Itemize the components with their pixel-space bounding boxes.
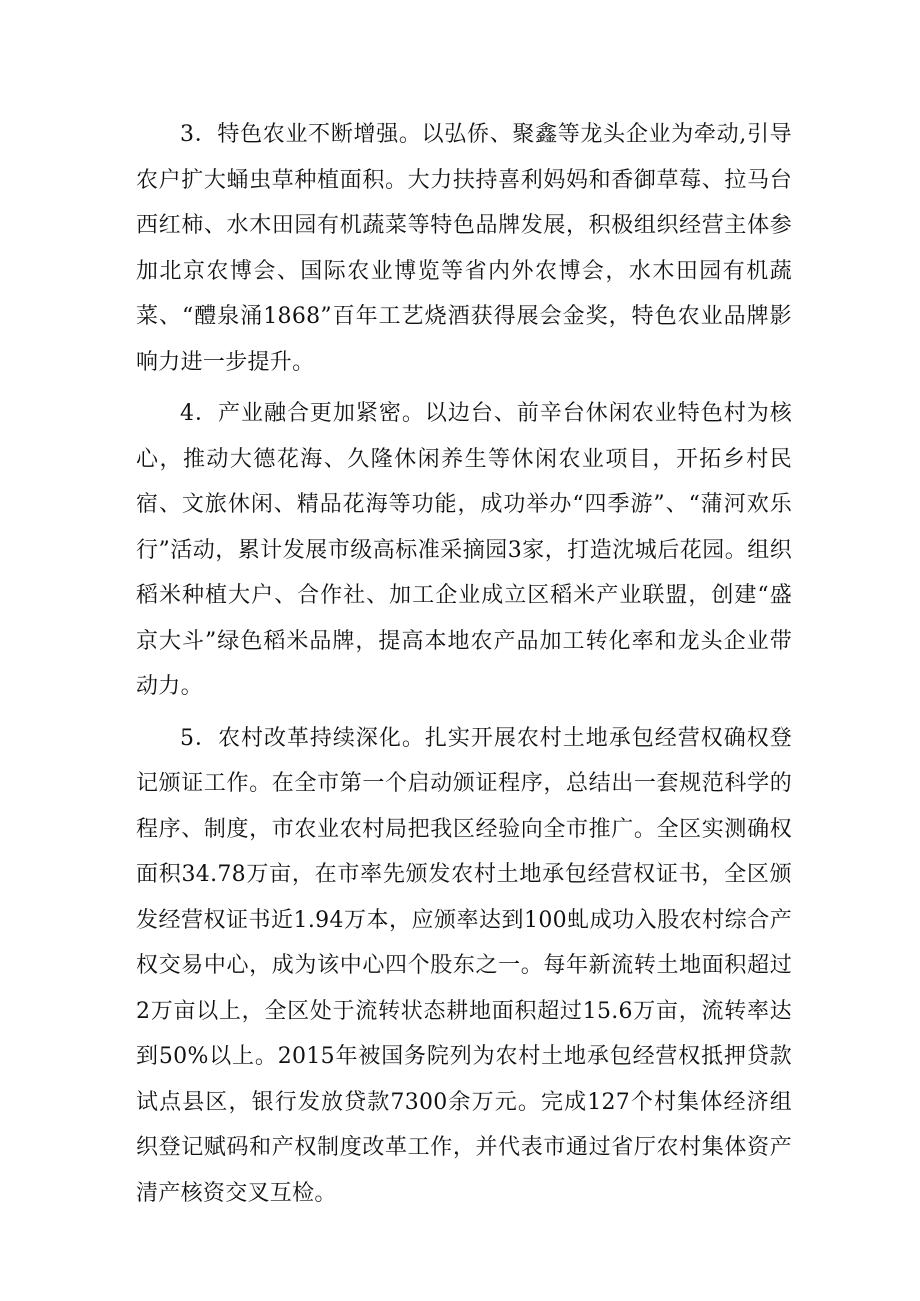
paragraph-5-rural-reform: 5．农村改革持续深化。扎实开展农村土地承包经营权确权登记颁证工作。在全市第一个启动颁证程序，总结出一套规范科学的程序、制度，市农业农村局把我区经验向全市推广。全区实测确权面积34.78万亩，在市率先颁发农村土地承包经营权证书，全区颁发经营权证书近1.94万本，应颁率达到100虬成功入股农村综合产权交易中心，成为该中心四个股东之一。每年新流转土地面积超过2万亩以上，全区处于流转状态耕地面积超过15.6万亩，流转率达到50%以上。2015年被国务院列为农村土地承包经营权抵押贷款试点县区，银行发放贷款7300余万元。完成127个村集体经济组织登记赋码和产权制度改革工作，并代表市通过省厅农村集体资产清产核资交叉互检。	[136, 725, 792, 1206]
paragraph-4-industry-integration: 4．产业融合更加紧密。以边台、前辛台休闲农业特色村为核心，推动大德花海、久隆休闲养生等休闲农业项目，开拓乡村民宿、文旅休闲、精品花海等功能，成功举办“四季游”、“蒲河欢乐行”活动，累计发展市级高标准采摘园3家，打造沈城后花园。组织稻米种植大户、合作社、加工企业成立区稻米产业联盟，创建“盛京大斗”绿色稻米品牌，提高本地农产品加工转化率和龙头企业带动力。	[136, 401, 792, 699]
paragraph-3-specialty-agriculture: 3．特色农业不断增强。以弘侨、聚鑫等龙头企业为牵动,引导农户扩大蛹虫草种植面积。大力扶持喜利妈妈和香御草莓、拉马台西红柿、水木田园有机蔬菜等特色品牌发展，积极组织经营主体参加北京农博会、国际农业博览等省内外农博会，水木田园有机蔬菜、“醴泉涌1868”百年工艺烧酒获得展会金奖，特色农业品牌影响力进一步提升。	[136, 122, 792, 375]
document-body	[136, 112, 792, 1222]
